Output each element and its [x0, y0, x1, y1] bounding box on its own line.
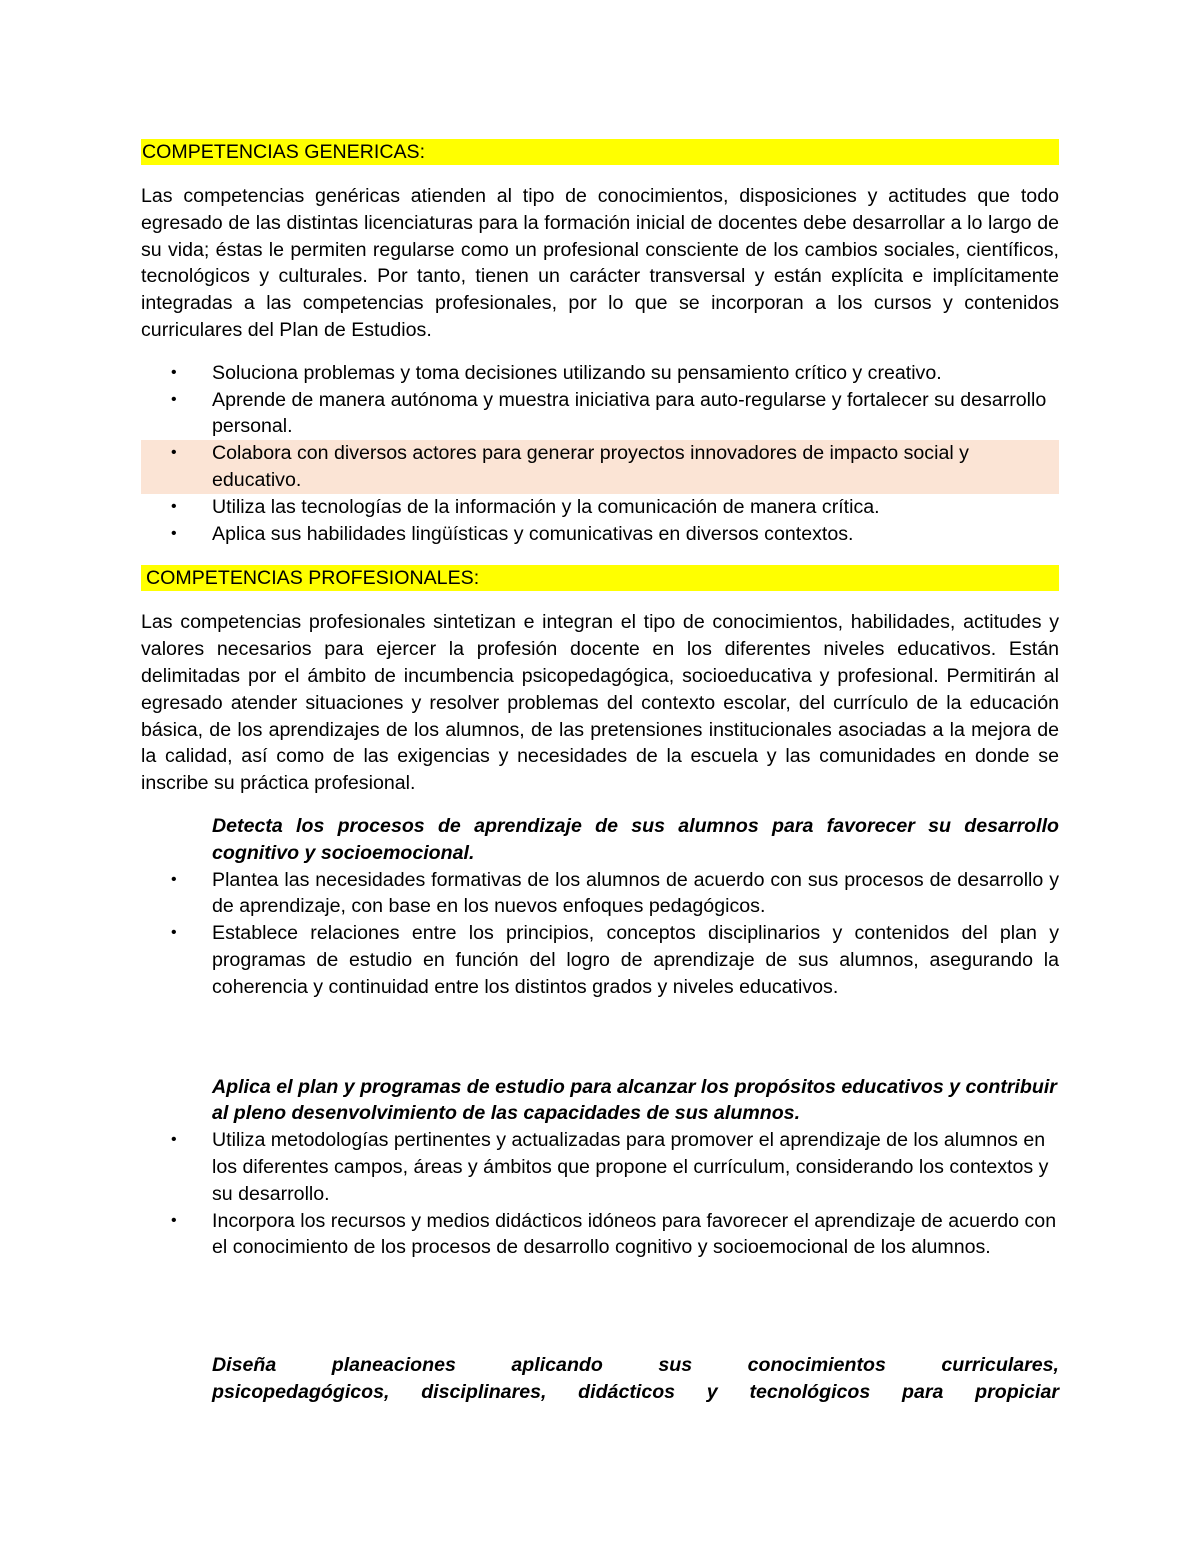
list-item: • Plantea las necesidades formativas de los alumnos de acuerdo con sus procesos de desarrollo y de aprendizaje, con base en los nuevos enfoques pedagógicos.	[171, 868, 1059, 918]
competency-1-title: Detecta los procesos de aprendizaje de sus alumnos para favorecer su desarrollo cognitivo y socioemocional.	[212, 814, 1059, 864]
competency-3-title-line-2: psicopedagógicos, disciplinares, didácticos y tecnológicos para propiciar	[212, 1380, 1059, 1403]
bullet-icon: •	[171, 363, 177, 381]
document-body	[141, 139, 1059, 1406]
bullet-icon: •	[171, 444, 177, 462]
professional-competencies-paragraph: Las competencias profesionales sintetizan e integran el tipo de conocimientos, habilidades, actitudes y valores necesarios para ejercer la profesión docente en los diferentes niveles educativos. Están delimitadas por el ámbito de incumbencia psicopedagógica, socioeducativa y profesional. Permitirán al egresado atender situaciones y resolver problemas del contexto escolar, del currículo de la educación básica, de los aprendizajes de los alumnos, de las pretensiones institucionales asociadas a la mejora de la calidad, así como de las exigencias y necesidades de la escuela y las comunidades en donde se inscribe su práctica profesional.	[141, 611, 1059, 795]
heading-professional-competencies: COMPETENCIAS PROFESIONALES:	[141, 565, 1059, 591]
bullet-icon: •	[171, 1131, 177, 1149]
list-item: • Aprende de manera autónoma y muestra iniciativa para auto-regularse y fortalecer su desarrollo personal.	[171, 388, 1047, 438]
competency-2-title: Aplica el plan y programas de estudio para alcanzar los propósitos educativos y contribuir al pleno desenvolvimiento de las capacidades de sus alumnos.	[212, 1075, 1057, 1125]
list-item: • Utiliza metodologías pertinentes y actualizadas para promover el aprendizaje de los alumnos en los diferentes campos, áreas y ámbitos que propone el currículum, considerando los contextos y su desarrollo.	[171, 1129, 1049, 1205]
list-item-highlighted: • Colabora con diversos actores para generar proyectos innovadores de impacto social y educativo.	[141, 440, 1059, 494]
list-item: • Aplica sus habilidades lingüísticas y comunicativas en diversos contextos.	[141, 521, 1059, 548]
list-item: • Incorpora los recursos y medios didácticos idóneos para favorecer el aprendizaje de acuerdo con el conocimiento de los procesos de desarrollo cognitivo y socioemocional de los alumnos.	[171, 1209, 1057, 1259]
bullet-icon: •	[171, 870, 177, 888]
competency-2-list	[141, 1127, 1059, 1261]
bullet-icon: •	[171, 1211, 177, 1229]
bullet-icon: •	[171, 524, 177, 542]
list-item: • Utiliza las tecnologías de la información y la comunicación de manera crítica.	[141, 494, 1059, 521]
list-item: • Soluciona problemas y toma decisiones utilizando su pensamiento crítico y creativo.	[141, 360, 1059, 387]
list-item: • Establece relaciones entre los principios, conceptos disciplinarios y contenidos del plan y programas de estudio en función del logro de aprendizaje de sus alumnos, asegurando la coherencia y continuidad entre los distintos grados y niveles educativos.	[171, 922, 1059, 998]
competency-3-title-line-1: Diseña planeaciones aplicando sus conocimientos curriculares,	[212, 1354, 1059, 1377]
bullet-icon: •	[171, 390, 177, 408]
generic-competencies-list	[141, 360, 1059, 548]
competency-1-list	[141, 867, 1059, 1001]
generic-competencies-paragraph: Las competencias genéricas atienden al tipo de conocimientos, disposiciones y actitudes que todo egresado de las distintas licenciaturas para la formación inicial de docentes debe desarrollar a lo largo de su vida; éstas le permiten regularse como un profesional consciente de los cambios sociales, científicos, tecnológicos y culturales. Por tanto, tienen un carácter transversal y están explícita e implícitamente integradas a las competencias profesionales, por lo que se incorporan a los cursos y contenidos curriculares del Plan de Estudios.	[141, 185, 1059, 341]
bullet-icon: •	[171, 497, 177, 515]
bullet-icon: •	[171, 924, 177, 942]
heading-generic-competencies: COMPETENCIAS GENERICAS:	[141, 139, 1059, 165]
